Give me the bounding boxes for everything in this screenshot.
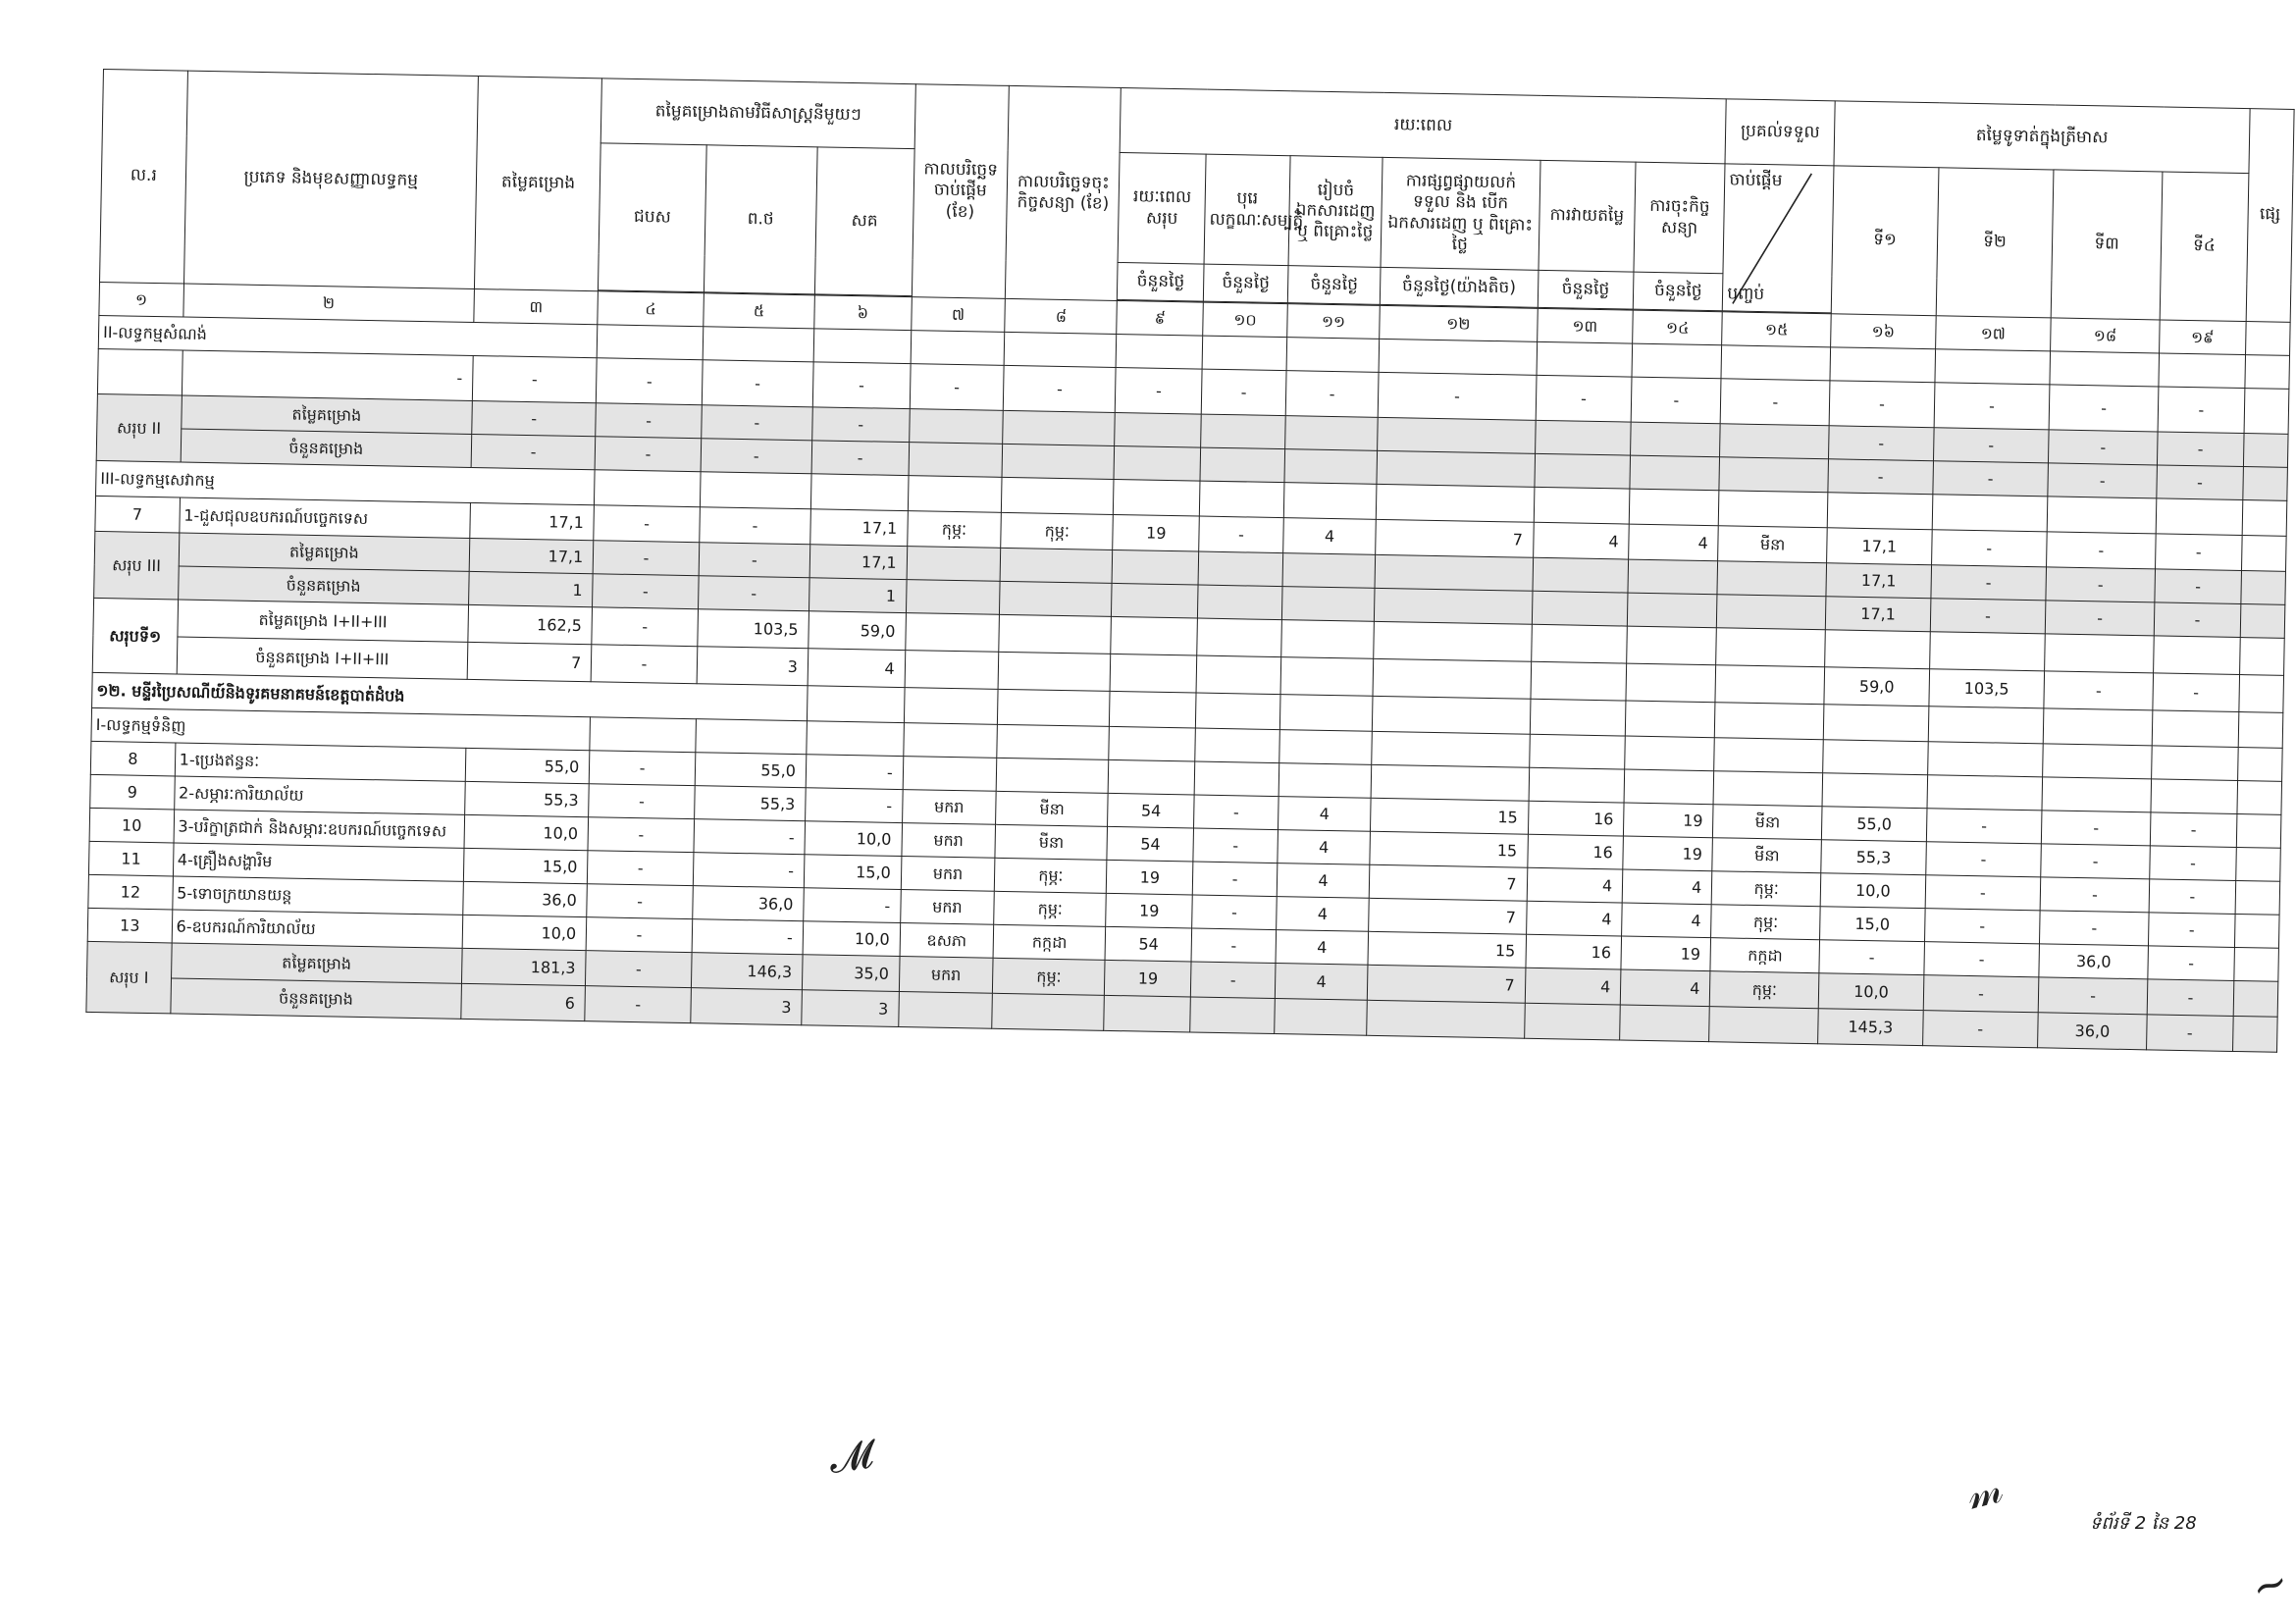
header-start-period: កាលបរិច្ឆេទចាប់ផ្តើម (ខែ) xyxy=(912,84,1009,299)
cell: - xyxy=(805,788,902,823)
unit-days-2: ចំនួនថ្ងៃ xyxy=(1204,264,1288,303)
cell: - xyxy=(2049,430,2158,465)
cell: 15 xyxy=(1371,798,1529,834)
colnum: ១១ xyxy=(1287,304,1381,340)
cell: 3 xyxy=(697,647,809,686)
cell: - xyxy=(2158,387,2245,434)
cell xyxy=(1713,771,1822,807)
cell: កុម្ភៈ xyxy=(907,511,1001,549)
cell xyxy=(1371,764,1529,801)
colnum: ៤ xyxy=(598,291,704,327)
procurement-plan-table xyxy=(85,69,2294,1053)
header-type-title: ប្រភេទ និងមុខសញ្ញាលទ្ធកម្ម xyxy=(183,71,478,288)
header-dur-prep: បុរេលក្ខណៈសម្បត្តិ xyxy=(1204,154,1290,266)
page-number: ទំព័រទី 2 នៃ 28 xyxy=(2090,1513,2197,1534)
cell: 4 xyxy=(1278,830,1371,865)
cell: - xyxy=(1829,381,1934,428)
colnum: ១៧ xyxy=(1935,316,2051,351)
cell: មីនា xyxy=(1713,805,1822,840)
cell: - xyxy=(1829,426,1934,461)
colnum: ១៣ xyxy=(1537,308,1633,343)
cell: 10,0 xyxy=(464,814,589,850)
cell: 15,0 xyxy=(804,855,901,890)
item-name: 1-ជួសជុលឧបករណ៍បច្ចេកទេស xyxy=(179,497,470,538)
cell: - xyxy=(1926,809,2042,844)
cell: - xyxy=(1819,940,1924,975)
header-q2: ទី២ xyxy=(1936,168,2054,318)
cell: 17,1 xyxy=(810,509,908,547)
total-3-cost-label: តម្លៃគម្រោង xyxy=(179,533,470,571)
cell: 1 xyxy=(469,571,594,606)
cell: - xyxy=(692,919,804,955)
cell: 19 xyxy=(1105,960,1191,997)
cell: 35,0 xyxy=(802,955,899,992)
total-1-count-label: ចំនួនគម្រោង xyxy=(170,978,461,1019)
cell: 7 xyxy=(1368,965,1526,1003)
cell: - xyxy=(586,951,692,988)
colnum: ១៩ xyxy=(2160,320,2246,355)
cell: 4 xyxy=(1620,969,1710,1007)
cell: - xyxy=(2041,844,2150,879)
cell: - xyxy=(1192,895,1277,930)
cell: - xyxy=(1925,842,2041,877)
cell: - xyxy=(585,986,691,1023)
header-dur-publish: ការផ្សព្វផ្សាយលក់ ទទួល និង បើកឯកសារដេញ ឬ ពិគ្រោះថ្លៃ xyxy=(1381,157,1539,270)
cell: 4 xyxy=(1527,867,1623,903)
cell: 3 xyxy=(691,988,803,1025)
cell: - xyxy=(590,751,696,786)
cell: មករា xyxy=(902,790,996,825)
cell: 4 xyxy=(1282,518,1376,555)
total-1-cost-label: តម្លៃគម្រោង xyxy=(171,943,462,983)
cell: - xyxy=(594,505,700,543)
section-services: III-លទ្ធកម្មសេវាកម្ម xyxy=(96,460,596,504)
cell: - xyxy=(1116,367,1203,414)
cell: - xyxy=(587,884,693,919)
header-receipt-start: ចាប់ផ្តើម xyxy=(1729,170,1783,191)
cell: 55,0 xyxy=(695,753,807,788)
cell xyxy=(1278,763,1372,799)
cell: - xyxy=(591,645,697,684)
cell: - xyxy=(472,400,597,436)
cell: 19 xyxy=(1107,860,1193,895)
header-sign-period: កាលបរិច្ឆេទចុះកិច្ចសន្យា (ខែ) xyxy=(1006,85,1122,300)
colnum: ១២ xyxy=(1380,305,1538,341)
cell: កុម្ភៈ xyxy=(993,958,1106,995)
cell: 7 xyxy=(1369,864,1527,901)
cell: - xyxy=(702,360,813,407)
cell: 15 xyxy=(1370,831,1528,867)
section-goods: I-លទ្ធកម្មទំនិញ xyxy=(91,707,591,750)
header-receipt-range xyxy=(1723,164,1835,313)
cell: 162,5 xyxy=(468,604,593,644)
total-3-label: សរុប III xyxy=(94,531,180,600)
cell: - xyxy=(1934,383,2050,430)
header-by-source: តម្លៃគម្រោងតាមវិធីសាស្ត្រនីមួយៗ xyxy=(600,78,915,149)
cell: - xyxy=(2038,977,2148,1015)
item-name: 3-បរិក្ខាត្រជាក់ និងសម្ភារៈឧបករណ៍បច្ចេកទេស xyxy=(174,810,465,848)
cell: 146,3 xyxy=(691,953,803,990)
colnum: ១០ xyxy=(1203,302,1287,338)
grand-cost-label: តម្លៃគម្រោង I+II+III xyxy=(178,600,469,642)
cell: 36,0 xyxy=(2039,944,2148,979)
cell: - xyxy=(2040,877,2149,913)
cell: 3 xyxy=(802,990,899,1027)
cell: 19 xyxy=(1623,836,1713,871)
cell: 19 xyxy=(1106,893,1192,928)
cell: - xyxy=(2048,463,2157,498)
signature-mark: 𝓜 xyxy=(826,1432,876,1483)
cell: - xyxy=(589,784,695,819)
item-name: 2-សម្ភារៈការិយាល័យ xyxy=(174,776,465,814)
item-name: 1-ប្រេងឥន្ធនៈ xyxy=(175,743,466,781)
item-cost: 17,1 xyxy=(470,502,595,540)
cell: - xyxy=(1828,459,1933,495)
header-q4: ទី៤ xyxy=(2160,172,2249,322)
cell: មីនា xyxy=(995,824,1108,860)
cell: 36,0 xyxy=(2038,1013,2148,1050)
cell: 54 xyxy=(1108,793,1194,828)
cell: - xyxy=(2157,465,2243,500)
cell: - xyxy=(2049,385,2159,432)
colnum: ១៥ xyxy=(1722,312,1831,347)
cell: - xyxy=(1191,962,1276,999)
cell: - xyxy=(2150,812,2236,848)
total-3-count-label: ចំនួនគម្រោង xyxy=(178,566,469,604)
cell: - xyxy=(702,405,813,441)
cell: កុម្ភៈ xyxy=(1711,871,1820,907)
cell: - xyxy=(1931,565,2047,601)
cell: - xyxy=(588,851,694,886)
header-dur-total: រយៈពេលសរុប xyxy=(1118,153,1206,265)
cell: - xyxy=(586,917,692,953)
cell: - xyxy=(2155,569,2241,604)
cell: - xyxy=(1003,365,1116,412)
unit-days-3: ចំនួនថ្ងៃ xyxy=(1287,266,1381,305)
cell: - xyxy=(1201,369,1285,416)
cell: - xyxy=(1631,377,1721,424)
cell: - xyxy=(1720,379,1830,426)
cell: - xyxy=(1191,928,1276,964)
cell: 17,1 xyxy=(809,545,907,580)
item-no: 13 xyxy=(87,908,172,943)
header-dur-sign: ការចុះកិច្ចសន្យា xyxy=(1634,162,1725,274)
header-q1: ទី១ xyxy=(1831,166,1938,316)
cell: - xyxy=(2044,671,2154,710)
cell xyxy=(996,758,1109,793)
cell: - xyxy=(2154,602,2240,638)
cell: - xyxy=(1922,1011,2038,1048)
cell: - xyxy=(804,888,901,923)
cell: - xyxy=(2150,846,2236,881)
cell: មីនា xyxy=(1718,526,1828,563)
cell: មីនា xyxy=(1712,838,1821,873)
cell: 1 xyxy=(809,578,906,613)
header-dur-docs: រៀបចំឯកសារដេញ ឬ ពិគ្រោះថ្លៃ xyxy=(1288,156,1383,268)
cell: - xyxy=(1199,516,1283,553)
colnum: ១៨ xyxy=(2051,318,2160,353)
cell: - xyxy=(812,407,910,443)
cell: មករា xyxy=(901,857,995,892)
cell: 17,1 xyxy=(1826,597,1931,632)
unit-days-5: ចំនួនថ្ងៃ xyxy=(1538,270,1634,309)
cell: 55,3 xyxy=(465,781,590,816)
cell: - xyxy=(597,358,703,405)
cell: - xyxy=(700,507,811,545)
cell: 7 xyxy=(467,642,592,681)
cell: - xyxy=(1933,428,2049,463)
cell: 4 xyxy=(1275,964,1368,1001)
header-duration: រយៈពេល xyxy=(1120,88,1726,164)
cell: - xyxy=(701,439,812,474)
cell: 7 xyxy=(1369,898,1527,934)
cell: 7 xyxy=(1376,519,1534,557)
cell: 36,0 xyxy=(693,886,805,921)
cell: 59,0 xyxy=(809,611,906,651)
cell: 55,3 xyxy=(694,786,806,821)
cell: 4 xyxy=(808,649,905,688)
cell: - xyxy=(694,819,806,855)
cell: 4 xyxy=(1622,869,1712,905)
cell: 15,0 xyxy=(1820,907,1925,942)
cell: 17,1 xyxy=(469,538,594,573)
header-planned-cost: តម្លៃគម្រោង xyxy=(474,77,601,291)
cell: - xyxy=(596,403,702,439)
cell xyxy=(1194,761,1278,797)
ministry-title: ១២. មន្ទីរប្រៃសណីយ៍និងទូរគមនាគមន៍ខេត្តបាត់ដំបង xyxy=(92,672,808,720)
cell: 54 xyxy=(1107,826,1193,862)
total-2-cost-label: តម្លៃគម្រោង xyxy=(181,395,472,434)
cell: - xyxy=(1923,975,2039,1013)
cell: 19 xyxy=(1621,936,1711,971)
cell: 4 xyxy=(1276,897,1369,932)
cell: - xyxy=(2040,911,2149,946)
cell: - xyxy=(2156,534,2242,571)
procurement-table-sheet xyxy=(85,69,2294,1053)
item-no: 12 xyxy=(88,874,173,910)
cell: - xyxy=(2046,567,2155,602)
cell: មីនា xyxy=(996,791,1109,826)
colnum: ៩ xyxy=(1117,300,1203,336)
cell: 6 xyxy=(461,983,586,1020)
header-src-b: ព.ថ xyxy=(704,145,817,294)
header-q3: ទី៣ xyxy=(2051,170,2163,320)
colnum: ៨ xyxy=(1005,298,1118,334)
grand-count-label: ចំនួនគម្រោង I+II+III xyxy=(177,637,468,679)
cell xyxy=(2042,777,2151,812)
cell: - xyxy=(1930,599,2046,634)
cell: 145,3 xyxy=(1818,1009,1923,1046)
cell: - xyxy=(471,434,596,469)
colnum: ១៦ xyxy=(1831,314,1936,349)
colnum: ៧ xyxy=(911,297,1005,333)
cell: - xyxy=(1192,862,1277,897)
cell: 4 xyxy=(1276,930,1369,966)
cell: 4 xyxy=(1525,968,1621,1005)
cell: កក្កដា xyxy=(1710,938,1819,973)
cell: 103,5 xyxy=(698,609,809,649)
cell: 4 xyxy=(1629,524,1719,561)
cell: កុម្ភៈ xyxy=(1710,971,1820,1009)
header-src-c: សគ xyxy=(814,147,914,296)
cell: 10,0 xyxy=(1820,873,1925,909)
cell: មករា xyxy=(900,890,994,925)
section-construction: II-លទ្ធកម្មសំណង់ xyxy=(98,315,598,357)
cell xyxy=(2151,779,2237,814)
cell: - xyxy=(472,355,597,402)
cell: - xyxy=(1931,530,2047,567)
cell: - xyxy=(1378,372,1536,420)
cell: 4 xyxy=(1622,903,1712,938)
cell: - xyxy=(588,817,694,853)
cell: - xyxy=(182,350,473,400)
cell: កុម្ភៈ xyxy=(994,891,1107,926)
cell: កុម្ភៈ xyxy=(1001,512,1114,549)
cell xyxy=(903,757,997,792)
cell: 54 xyxy=(1105,926,1191,962)
cell: 4 xyxy=(1526,901,1622,936)
unit-days-6: ចំនួនថ្ងៃ xyxy=(1633,272,1723,311)
cell: 17,1 xyxy=(1826,563,1931,599)
cell: 10,0 xyxy=(805,821,902,857)
colnum: ៣ xyxy=(474,288,599,324)
cell: 19 xyxy=(1624,803,1714,838)
cell: - xyxy=(2147,979,2233,1017)
cell: 55,3 xyxy=(1821,840,1926,875)
cell: 16 xyxy=(1527,834,1623,869)
unit-days-1: ចំនួនថ្ងៃ xyxy=(1118,262,1204,301)
signature-mark: 𝓂 xyxy=(1961,1463,2008,1519)
cell: មករា xyxy=(902,823,996,859)
cell: 4 xyxy=(1278,797,1371,832)
cell xyxy=(1109,759,1195,795)
cell: - xyxy=(1194,795,1278,830)
header-src-a: ជបស xyxy=(599,143,706,292)
cell: - xyxy=(1924,942,2040,977)
cell: 55,0 xyxy=(1822,807,1927,842)
cell: 10,0 xyxy=(1818,973,1923,1011)
cell: - xyxy=(2148,913,2234,948)
grand-total-label: សរុបទី១ xyxy=(92,598,178,674)
cell: - xyxy=(2153,673,2239,712)
cell: - xyxy=(2148,946,2234,981)
header-more: ផ្សេ xyxy=(2246,109,2294,323)
cell xyxy=(1822,773,1927,809)
cell: - xyxy=(1924,909,2040,944)
item-name: 6-ឧបករណ៍ការិយាល័យ xyxy=(172,910,463,948)
cell: 4 xyxy=(1277,863,1370,899)
item-name: 4-គ្រឿងសង្ហារិម xyxy=(173,843,464,881)
item-no: 11 xyxy=(88,841,173,876)
total-1-label: សរុប I xyxy=(86,941,172,1014)
total-2-count-label: ចំនួនគម្រោង xyxy=(181,429,472,467)
colnum: ៥ xyxy=(704,293,815,329)
item-name: 5-ទោចក្រយានយន្ត xyxy=(172,876,463,915)
cell: 16 xyxy=(1525,934,1621,969)
cell: - xyxy=(699,543,810,578)
cell: - xyxy=(2147,1015,2233,1052)
colnum: ៦ xyxy=(814,295,912,331)
header-receipt: ប្រគល់ទទួល xyxy=(1725,99,1835,166)
cell: 4 xyxy=(1533,522,1629,559)
cell: - xyxy=(2157,432,2243,467)
cell: 10,0 xyxy=(462,915,587,950)
colnum: ១ xyxy=(99,282,183,317)
cell: ឧសភា xyxy=(900,923,994,959)
cell: កុម្ភៈ xyxy=(1711,905,1820,940)
cell: - xyxy=(1536,375,1633,422)
cell: - xyxy=(806,755,903,790)
cell: 103,5 xyxy=(1929,669,2045,708)
cell: - xyxy=(593,574,699,609)
cell: 36,0 xyxy=(463,881,588,916)
cell: - xyxy=(1193,828,1278,863)
cell: - xyxy=(1285,371,1379,418)
cell: 55,0 xyxy=(465,748,590,783)
cell: - xyxy=(2149,879,2235,915)
colnum: ២ xyxy=(183,284,475,322)
cell: មករា xyxy=(899,957,993,994)
cell: - xyxy=(593,541,699,576)
cell: 15,0 xyxy=(463,848,588,883)
cell: 17,1 xyxy=(1827,528,1932,565)
header-receipt-end: បញ្ចប់ xyxy=(1727,284,1765,304)
total-2-label: សរុប II xyxy=(96,393,182,462)
unit-days-min: ចំនួនថ្ងៃ(យ៉ាងតិច) xyxy=(1381,267,1539,307)
colnum: ១៤ xyxy=(1633,310,1723,345)
cell: - xyxy=(698,576,809,611)
cell: 19 xyxy=(1113,514,1199,551)
cell: - xyxy=(2045,601,2154,636)
item-no: 9 xyxy=(90,774,175,810)
cell: - xyxy=(595,437,701,472)
cell: 15 xyxy=(1368,931,1526,968)
cell: កក្កដា xyxy=(993,924,1106,960)
item-no: 8 xyxy=(90,741,175,776)
item-no: 10 xyxy=(89,808,174,843)
header-dur-eval: ការវាយតម្លៃ xyxy=(1538,160,1636,272)
cell: - xyxy=(1933,461,2049,497)
cell: 59,0 xyxy=(1824,667,1929,706)
signature-mark: ∼ xyxy=(2244,1555,2296,1615)
cell: - xyxy=(693,853,805,888)
cell xyxy=(1529,767,1625,803)
header-payment: តម្លៃទូទាត់ក្នុងត្រីមាស xyxy=(1834,101,2250,174)
cell: 10,0 xyxy=(803,921,900,957)
cell: កុម្ភៈ xyxy=(995,858,1108,893)
cell: - xyxy=(1925,875,2041,911)
cell: - xyxy=(2047,532,2157,569)
cell: 16 xyxy=(1528,801,1624,836)
item-no: 7 xyxy=(95,496,180,533)
cell: - xyxy=(811,441,909,476)
cell: 181,3 xyxy=(462,948,587,985)
cell xyxy=(1927,775,2043,811)
cell: - xyxy=(2041,811,2150,846)
goods-items xyxy=(87,741,2281,981)
cell: - xyxy=(592,607,698,647)
cell: - xyxy=(910,364,1004,411)
cell: - xyxy=(812,362,911,409)
cell xyxy=(1624,769,1714,805)
header-no: ល.រ xyxy=(100,70,188,285)
